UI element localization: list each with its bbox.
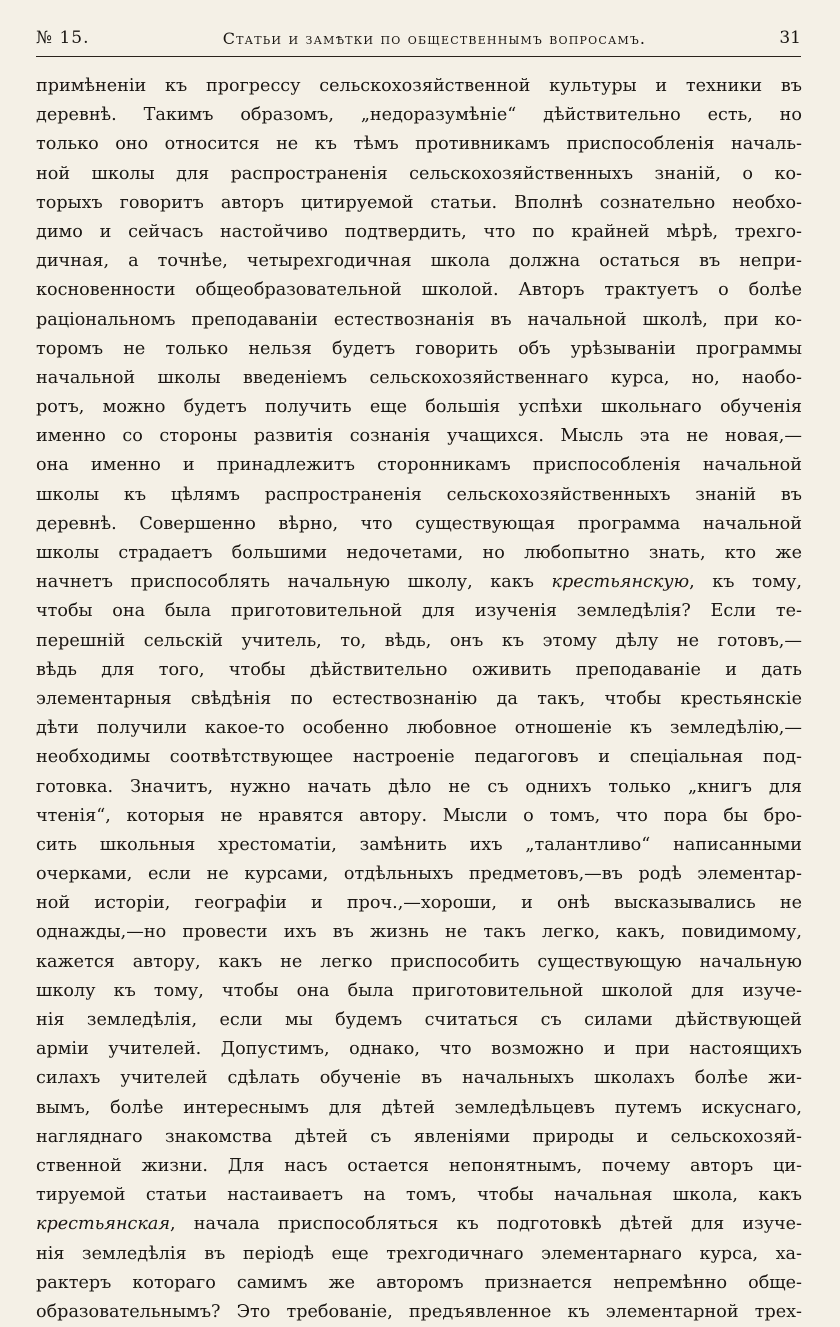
text-run: деревнѣ. Совершенно вѣрно, что существующая программа начальной [36,513,802,534]
text-line [36,773,802,802]
text-run: примѣненіи къ прогрессу сельскохозяйственной культуры и техники въ [36,76,802,96]
text-run: косновенности общеобразовательной школой. Авторъ трактуетъ о болѣе [36,280,802,301]
text-run: чтенія“, которыя не нравятся автору. Мысли о томъ, что пора бы бро- [36,805,802,826]
text-run: раціональномъ преподаваніи естествознанія въ начальной школѣ, при ко- [36,309,802,330]
text-line [36,364,802,393]
text-run: образовательнымъ? Это требованіе, предъявленное къ элементарной трех- [36,1301,802,1322]
text-line [36,1240,802,1269]
text-line [36,627,802,656]
text-line [36,918,802,947]
text-run: , начала приспособляться къ подготовкѣ дѣтей для изуче- [170,1214,802,1235]
text-run: начальной школы введеніемъ сельскохозяйственнаго курса, но, наобо- [36,367,802,388]
section-title: Статьи и замѣтки по общественнымъ вопросамъ. [222,28,647,48]
text-run: очерками, если не курсами, отдѣльныхъ предметовъ,—въ родѣ элементар- [36,864,802,885]
text-line [36,189,802,218]
text-run: нія земледѣлія, если мы будемъ считаться съ силами дѣйствующей [36,1010,802,1030]
text-run: именно со стороны развитія сознанія учащихся. Мысль эта не новая,— [36,426,802,447]
text-line [36,948,802,977]
text-run: нія земледѣлія въ періодѣ еще трехгодичнаго элементарнаго курса, ха- [36,1243,802,1264]
text-run: нагляднаго знакомства дѣтей съ явленіями природы и сельскохозяй- [36,1126,802,1147]
text-run: необходимы соотвѣтствующее настроеніе педагоговъ и спеціальная под- [36,747,802,768]
text-run: тируемой статьи настаиваетъ на томъ, чтобы начальная школа, какъ [36,1185,802,1206]
text-line [36,977,802,1006]
text-line [36,539,802,568]
text-line [36,889,802,918]
text-run: ротъ, можно будетъ получить еще большія успѣхи школьнаго обученія [36,397,802,418]
text-line [36,160,802,189]
text-run: торыхъ говоритъ авторъ цитируемой статьи. Вполнѣ сознательно необхо- [36,192,802,213]
text-line [36,481,802,510]
text-run: вымъ, болѣе интереснымъ для дѣтей земледѣльцевъ путемъ искуснаго, [36,1097,802,1118]
text-run: ной исторіи, географіи и проч.,—хороши, и онѣ высказывались не [36,893,802,914]
text-line [36,597,802,626]
text-run: силахъ учителей сдѣлать обученіе въ начальныхъ школахъ болѣе жи- [36,1068,802,1089]
text-run: школы страдаетъ большими недочетами, но любопытно знать, кто же [36,543,802,563]
text-line [36,743,802,772]
text-run: арміи учителей. Допустимъ, однако, что возможно и при настоящихъ [36,1039,802,1060]
running-header [36,20,801,57]
text-line [36,1094,802,1123]
text-run: она именно и принадлежитъ сторонникамъ приспособленія начальной [36,455,802,476]
text-line [36,685,802,714]
text-line [36,335,802,364]
text-run: рактеръ котораго самимъ же авторомъ признается непремѣнно обще- [36,1272,802,1293]
text-run: ственной жизни. Для насъ остается непонятнымъ, почему авторъ ци- [36,1155,802,1176]
text-line [36,1298,802,1327]
text-line [36,393,802,422]
text-run: элементарныя свѣдѣнія по естествознанію да такъ, чтобы крестьянскіе [36,688,802,709]
emphasis: крестьянскую [551,572,690,593]
text-run: школу къ тому, чтобы она была приготовительной школой для изуче- [36,980,802,1001]
text-run: школы къ цѣлямъ распространенія сельскохозяйственныхъ знаній въ [36,484,802,505]
text-line [36,247,802,276]
text-line [36,101,802,130]
text-line [36,1152,802,1181]
page-number: 31 [779,28,801,48]
text-line [36,218,802,247]
text-run: дичная, а точнѣе, четырехгодичная школа должна остаться въ непри- [36,251,802,272]
text-run: дѣти получили какое-то особенно любовное отношеніе къ земледѣлію,— [36,718,802,739]
text-line [36,510,802,539]
text-run: сить школьныя хрестоматіи, замѣнить ихъ „талантливо“ написанными [36,834,802,855]
text-line [36,1269,802,1298]
text-run: торомъ не только нельзя будетъ говорить объ урѣзываніи программы [36,338,802,359]
emphasis: крестьянская [36,1214,171,1235]
text-line [36,802,802,831]
text-line [36,831,802,860]
text-run: , къ тому, [689,572,802,593]
text-line [36,306,802,335]
text-line [36,130,802,159]
text-run: начнетъ приспособлять начальную школу, какъ [36,572,552,593]
text-line [36,276,802,305]
text-run: однажды,—но провести ихъ въ жизнь не такъ легко, какъ, повидимому, [36,922,802,943]
text-line [36,422,802,451]
text-line [36,656,802,685]
text-line [36,1006,802,1035]
text-line [36,1210,802,1239]
text-line [36,714,802,743]
text-run: кажется автору, какъ не легко приспособить существующую начальную [36,951,802,972]
text-line [36,1064,802,1093]
text-line [36,1181,802,1210]
text-line [36,568,802,597]
text-run: деревнѣ. Такимъ образомъ, „недоразумѣніе“ дѣйствительно есть, но [36,105,802,126]
text-line [36,451,802,480]
issue-number: № 15. [36,28,90,48]
text-run: готовка. Значитъ, нужно начать дѣло не съ однихъ только „книгъ для [36,776,802,797]
text-line [36,72,802,101]
text-run: димо и сейчасъ настойчиво подтвердить, что по крайней мѣрѣ, трехго- [36,221,802,242]
article-body [36,72,802,1327]
text-run: чтобы она была приготовительной для изученія земледѣлія? Если те- [36,601,802,622]
text-run: ной школы для распространенія сельскохозяйственныхъ знаній, о ко- [36,163,802,184]
text-run: только оно относится не къ тѣмъ противникамъ приспособленія началь- [36,134,802,155]
text-line [36,860,802,889]
text-line [36,1123,802,1152]
text-line [36,1035,802,1064]
text-run: вѣдь для того, чтобы дѣйствительно оживить преподаваніе и дать [36,659,802,680]
text-run: перешній сельскій учитель, то, вѣдь, онъ къ этому дѣлу не готовъ,— [36,630,802,651]
